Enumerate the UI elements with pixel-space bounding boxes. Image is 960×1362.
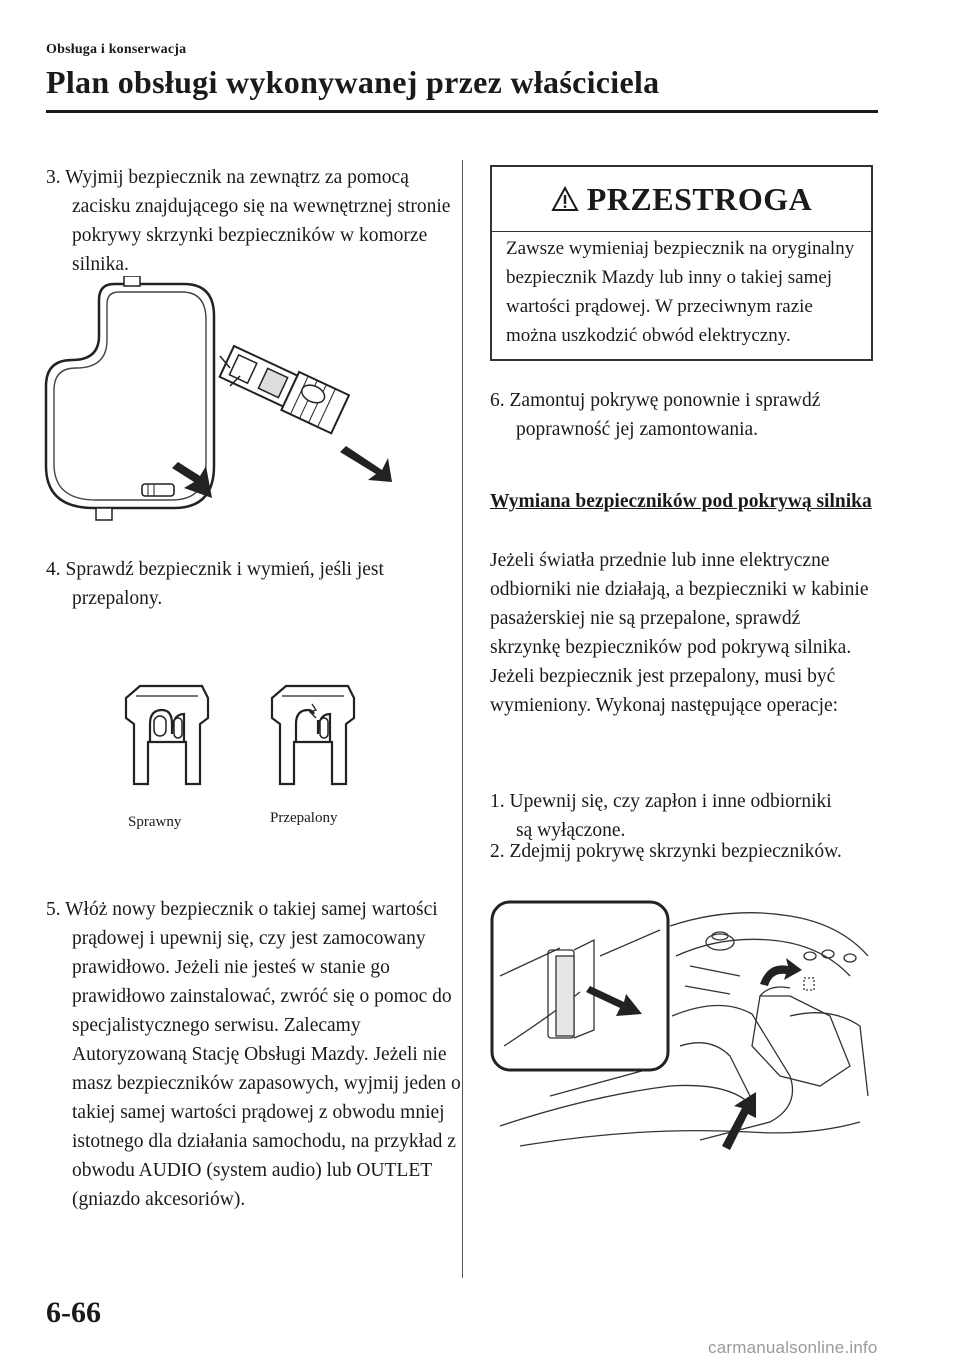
fuse-blown-illustration — [268, 684, 358, 796]
caution-box — [490, 165, 873, 361]
warning-triangle-icon — [551, 186, 579, 212]
fuse-cover-illustration — [44, 276, 404, 534]
caution-text: Zawsze wymieniaj bezpiecznik na oryginalny bezpiecznik Mazdy lub inny o takiej samej wartości prądowej. W przeciwnym razie można uszkodzić obwód elektryczny. — [506, 238, 855, 346]
caution-title: PRZESTROGA — [586, 180, 813, 217]
intro-paragraph: Jeżeli światła przednie lub inne elektryczne odbiorniki nie działają, a bezpieczniki w kabinie pasażerskiej nie są przepalone, sprawdź skrzynkę bezpieczników pod pokrywą silnika. Jeżeli bezpiecznik jest przepalony, musi być wymieniony. Wykonaj następujące operacje: — [490, 550, 869, 716]
step-3: 3. Wyjmij bezpiecznik na zewnątrz za pomocą zacisku znajdującego się na wewnętrznej stronie pokrywy skrzynki bezpieczników w komorze silnika. — [46, 167, 451, 275]
step-4: 4. Sprawdź bezpiecznik i wymień, jeśli jest przepalony. — [46, 559, 384, 609]
page-number: 6-66 — [46, 1296, 101, 1329]
step-1: 1. Upewnij się, czy zapłon i inne odbiorniki są wyłączone. — [490, 791, 832, 841]
title-rule — [46, 110, 878, 113]
engine-bay-illustration — [490, 896, 875, 1158]
step-6: 6. Zamontuj pokrywę ponownie i sprawdź poprawność jej zamontowania. — [490, 390, 821, 440]
section-label: Obsługa i konserwacja — [46, 42, 187, 57]
section-subheading: Wymiana bezpieczników pod pokrywą silnika — [490, 491, 872, 512]
fuse-blown-caption: Przepalony — [270, 810, 338, 826]
page-title: Plan obsługi wykonywanej przez właściciela — [46, 64, 660, 100]
step-5: 5. Włóż nowy bezpiecznik o takiej samej wartości prądowej i upewnij się, czy jest zamocowany prawidłowo. Jeżeli nie jesteś w stanie go prawidłowo zainstalować, zwróć się o pomoc do specjalistycznego serwisu. Zalecamy Autoryzowaną Stację Obsługi Mazdy. Jeżeli nie masz bezpieczników zapasowych, wyjmij jeden o takiej samej wartości prądowej z obwodu mniej istotnego dla działania samochodu, na przykład z obwodu AUDIO (system audio) lub OUTLET (gniazdo akcesoriów). — [46, 899, 461, 1210]
watermark: carmanualsonline.info — [708, 1338, 878, 1357]
caution-header — [492, 167, 871, 232]
fuse-ok-caption: Sprawny — [128, 814, 182, 830]
fuse-ok-illustration — [122, 684, 212, 796]
step-2: 2. Zdejmij pokrywę skrzynki bezpieczników. — [490, 841, 842, 862]
